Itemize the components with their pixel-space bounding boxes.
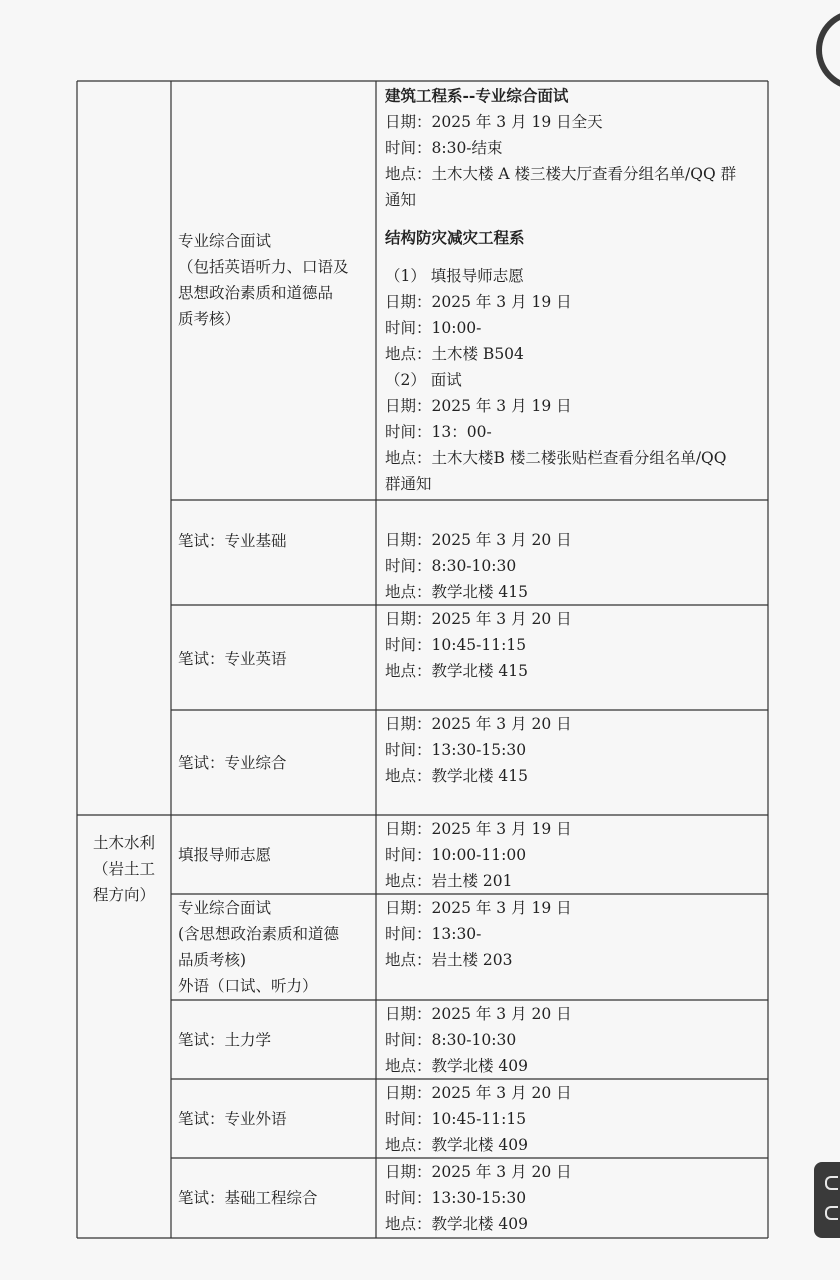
schedule-cell-comprehensive xyxy=(385,711,763,789)
schedule-line: 日期：2025 年 3 月 19 日 xyxy=(385,899,572,917)
major-line: （岩土工 xyxy=(92,860,155,878)
schedule-line: 时间：8:30-10:30 xyxy=(385,557,517,575)
major-line: 程方向） xyxy=(92,886,155,904)
schedule-line: 日期：2025 年 3 月 19 日全天 xyxy=(385,113,603,131)
schedule-line: 日期：2025 年 3 月 20 日 xyxy=(385,715,572,733)
scan-tool-icon[interactable] xyxy=(814,1162,840,1238)
item-cell-foundation xyxy=(178,1185,373,1211)
schedule-line: 地点：岩土楼 203 xyxy=(385,951,513,969)
schedule-line: 日期：2025 年 3 月 20 日 xyxy=(385,610,572,628)
schedule-line: 时间：13：00- xyxy=(385,423,492,441)
item-line: 专业综合面试 xyxy=(178,232,272,250)
item-line: 专业综合面试 xyxy=(178,899,272,917)
item-cell-advisor xyxy=(178,842,373,868)
schedule-line: 地点：土木大楼 A 楼三楼大厅查看分组名单/QQ 群 xyxy=(385,165,737,183)
item-cell-comprehensive xyxy=(178,750,373,776)
item-line: 思想政治素质和道德品 xyxy=(178,284,334,302)
major-cell xyxy=(82,830,166,908)
schedule-line: 日期：2025 年 3 月 19 日 xyxy=(385,397,572,415)
schedule-cell-basics xyxy=(385,527,763,605)
schedule-line: 时间：10:00- xyxy=(385,319,482,337)
item-line: (含思想政治素质和道德 xyxy=(178,925,340,943)
item-line: 外语（口试、听力） xyxy=(178,977,318,995)
schedule-cell-interview-geo xyxy=(385,895,763,973)
schedule-cell-advisor xyxy=(385,816,763,894)
schedule-line: 时间：8:30-10:30 xyxy=(385,1031,517,1049)
schedule-line: 时间：10:00-11:00 xyxy=(385,846,527,864)
item-line: （包括英语听力、口语及 xyxy=(178,258,349,276)
schedule-line: （1） 填报导师志愿 xyxy=(385,267,524,285)
schedule-line: 地点：岩土楼 201 xyxy=(385,872,513,890)
schedule-cell-interview xyxy=(385,83,763,497)
schedule-line: 群通知 xyxy=(385,475,432,493)
schedule-line: 地点：教学北楼 415 xyxy=(385,583,529,601)
dept-title-structure: 结构防灾减灾工程系 xyxy=(385,228,525,247)
schedule-line: 时间：13:30- xyxy=(385,925,482,943)
schedule-cell-soil xyxy=(385,1001,763,1079)
schedule-line: 时间：8:30-结束 xyxy=(385,139,503,157)
schedule-cell-english xyxy=(385,606,763,684)
schedule-line: 地点：土木楼 B504 xyxy=(385,345,524,363)
item-line: 品质考核) xyxy=(178,951,247,969)
schedule-line: 时间：13:30-15:30 xyxy=(385,741,527,759)
item-cell-basics xyxy=(178,528,373,554)
item-cell-interview xyxy=(178,228,373,332)
item-cell-soil xyxy=(178,1027,373,1053)
item-cell-english xyxy=(178,646,373,672)
schedule-line: 地点：土木大楼B 楼二楼张贴栏查看分组名单/QQ xyxy=(385,449,727,467)
schedule-line: 日期：2025 年 3 月 20 日 xyxy=(385,1084,572,1102)
schedule-line: 日期：2025 年 3 月 19 日 xyxy=(385,293,572,311)
item-cell-foreign-lang xyxy=(178,1106,373,1132)
item-line: 质考核） xyxy=(178,310,241,328)
schedule-line: 时间：10:45-11:15 xyxy=(385,1110,527,1128)
schedule-line: 日期：2025 年 3 月 20 日 xyxy=(385,531,572,549)
item-line: 笔试：基础工程综合 xyxy=(178,1189,318,1207)
schedule-line: 日期：2025 年 3 月 19 日 xyxy=(385,820,572,838)
item-line: 笔试：土力学 xyxy=(178,1031,272,1049)
item-line: 笔试：专业外语 xyxy=(178,1110,287,1128)
schedule-line: 地点：教学北楼 409 xyxy=(385,1057,529,1075)
schedule-line: 通知 xyxy=(385,191,417,209)
schedule-cell-foreign-lang xyxy=(385,1080,763,1158)
schedule-line: 时间：13:30-15:30 xyxy=(385,1189,527,1207)
schedule-line: （2） 面试 xyxy=(385,371,462,389)
item-cell-interview-geo xyxy=(178,895,373,999)
schedule-line: 地点：教学北楼 415 xyxy=(385,767,529,785)
schedule-line: 地点：教学北楼 409 xyxy=(385,1215,529,1233)
item-line: 填报导师志愿 xyxy=(178,846,272,864)
schedule-cell-foundation xyxy=(385,1159,763,1237)
major-line: 土木水利 xyxy=(92,834,155,852)
schedule-line: 日期：2025 年 3 月 20 日 xyxy=(385,1005,572,1023)
schedule-line: 日期：2025 年 3 月 20 日 xyxy=(385,1163,572,1181)
schedule-line: 地点：教学北楼 409 xyxy=(385,1136,529,1154)
schedule-line: 地点：教学北楼 415 xyxy=(385,662,529,680)
schedule-line: 时间：10:45-11:15 xyxy=(385,636,527,654)
item-line: 笔试：专业英语 xyxy=(178,650,287,668)
dept-title-architecture: 建筑工程系--专业综合面试 xyxy=(385,86,569,105)
item-line: 笔试：专业综合 xyxy=(178,754,287,772)
item-line: 笔试：专业基础 xyxy=(178,532,287,550)
